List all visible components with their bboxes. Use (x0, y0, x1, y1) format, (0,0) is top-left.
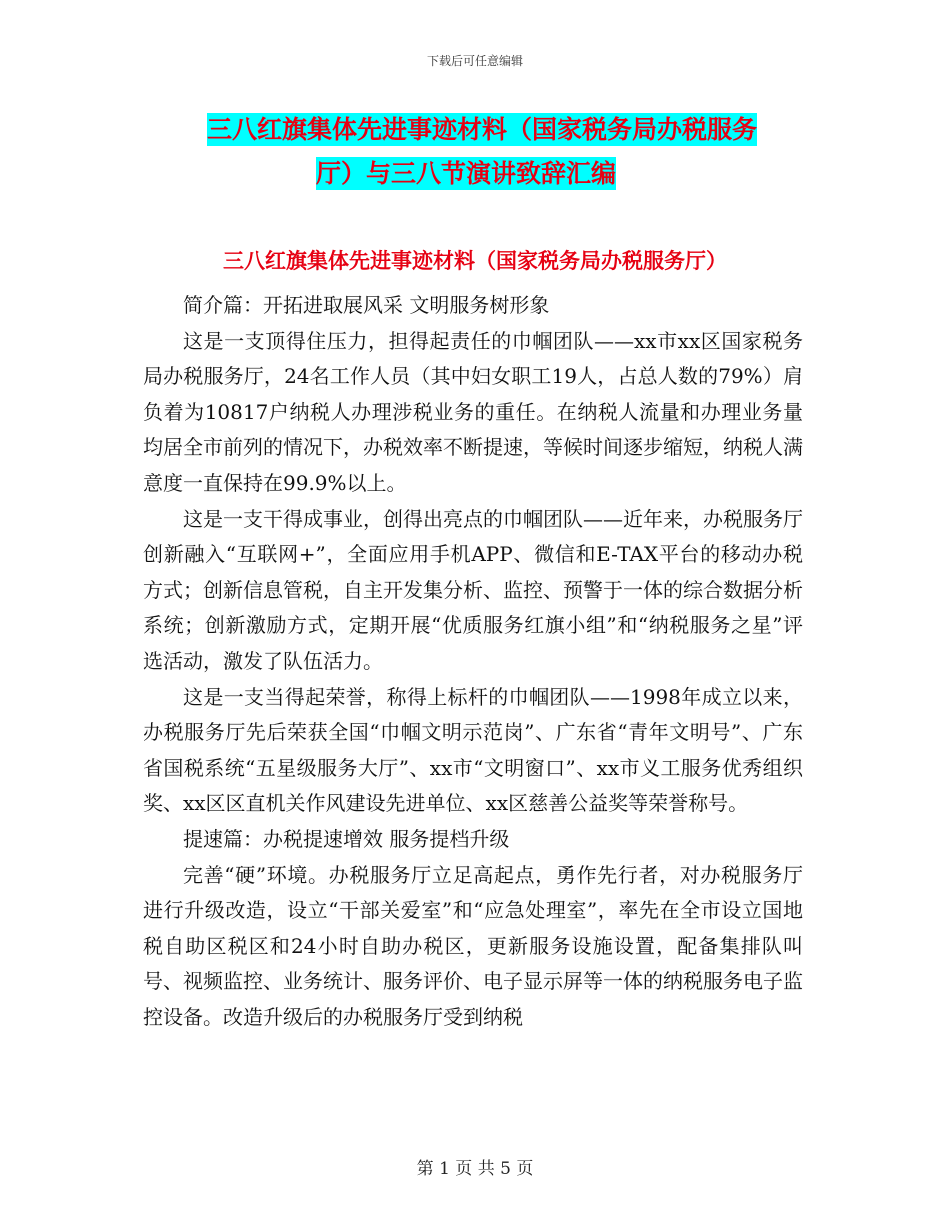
paragraph: 这是一支顶得住压力，担得起责任的巾帼团队——xx市xx区国家税务局办税服务厅，24名工作人员（其中妇女职工19人，占总人数的79%）肩负着为10817户纳税人办理涉税业务的重任。在纳税人流量和办理业务量均居全市前列的情况下，办税效率不断提速，等候时间逐步缩短，纳税人满意度一直保持在99.9%以上。 (143, 328, 803, 495)
paragraph-speed-heading: 提速篇：办税提速增效 服务提档升级 (183, 826, 510, 851)
paragraph: 这是一支干得成事业，创得出亮点的巾帼团队——近年来，办税服务厅创新融入“互联网+”，全面应用手机APP、微信和E-TAX平台的移动办税方式；创新信息管税，自主开发集分析、监控、预警于一体的综合数据分析系统；创新激励方式，定期开展“优质服务红旗小组”和“纳税服务之星”评选活动，激发了队伍活力。 (143, 506, 803, 673)
title-highlight: 厅）与三八节演讲致辞汇编 (316, 159, 617, 188)
page-header: 下载后可任意编辑 (426, 54, 523, 68)
paragraph: 完善“硬”环境。办税服务厅立足高起点，勇作先行者，对办税服务厅进行升级改造，设立“干部关爱室”和“应急处理室”，率先在全市设立国地税自助区税区和24小时自助办税区，更新服务设施设置，配备集排队叫号、视频监控、业务统计、服务评价、电子显示屏等一体的纳税服务电子监控设备。改造升级后的办税服务厅受到纳税 (143, 862, 803, 1029)
title-highlight: 三八红旗集体先进事迹材料（国家税务局办税服务 (207, 115, 758, 144)
paragraph-intro-heading: 简介篇：开拓进取展风采 文明服务树形象 (183, 293, 550, 317)
section-title: 三八红旗集体先进事迹材料（国家税务局办税服务厅） (223, 249, 727, 273)
document-title-line-2 (0, 156, 950, 192)
page-footer: 第 1 页 共 5 页 (416, 1159, 534, 1179)
document-title-line-1 (0, 112, 950, 148)
document-body (143, 288, 803, 1035)
paragraph: 这是一支当得起荣誉，称得上标杆的巾帼团队——1998年成立以来，办税服务厅先后荣获全国“巾帼文明示范岗”、广东省“青年文明号”、广东省国税系统“五星级服务大厅”、xx市“文明窗口”、xx市义工服务优秀组织奖、xx区区直机关作风建设先进单位、xx区慈善公益奖等荣誉称号。 (143, 684, 803, 816)
